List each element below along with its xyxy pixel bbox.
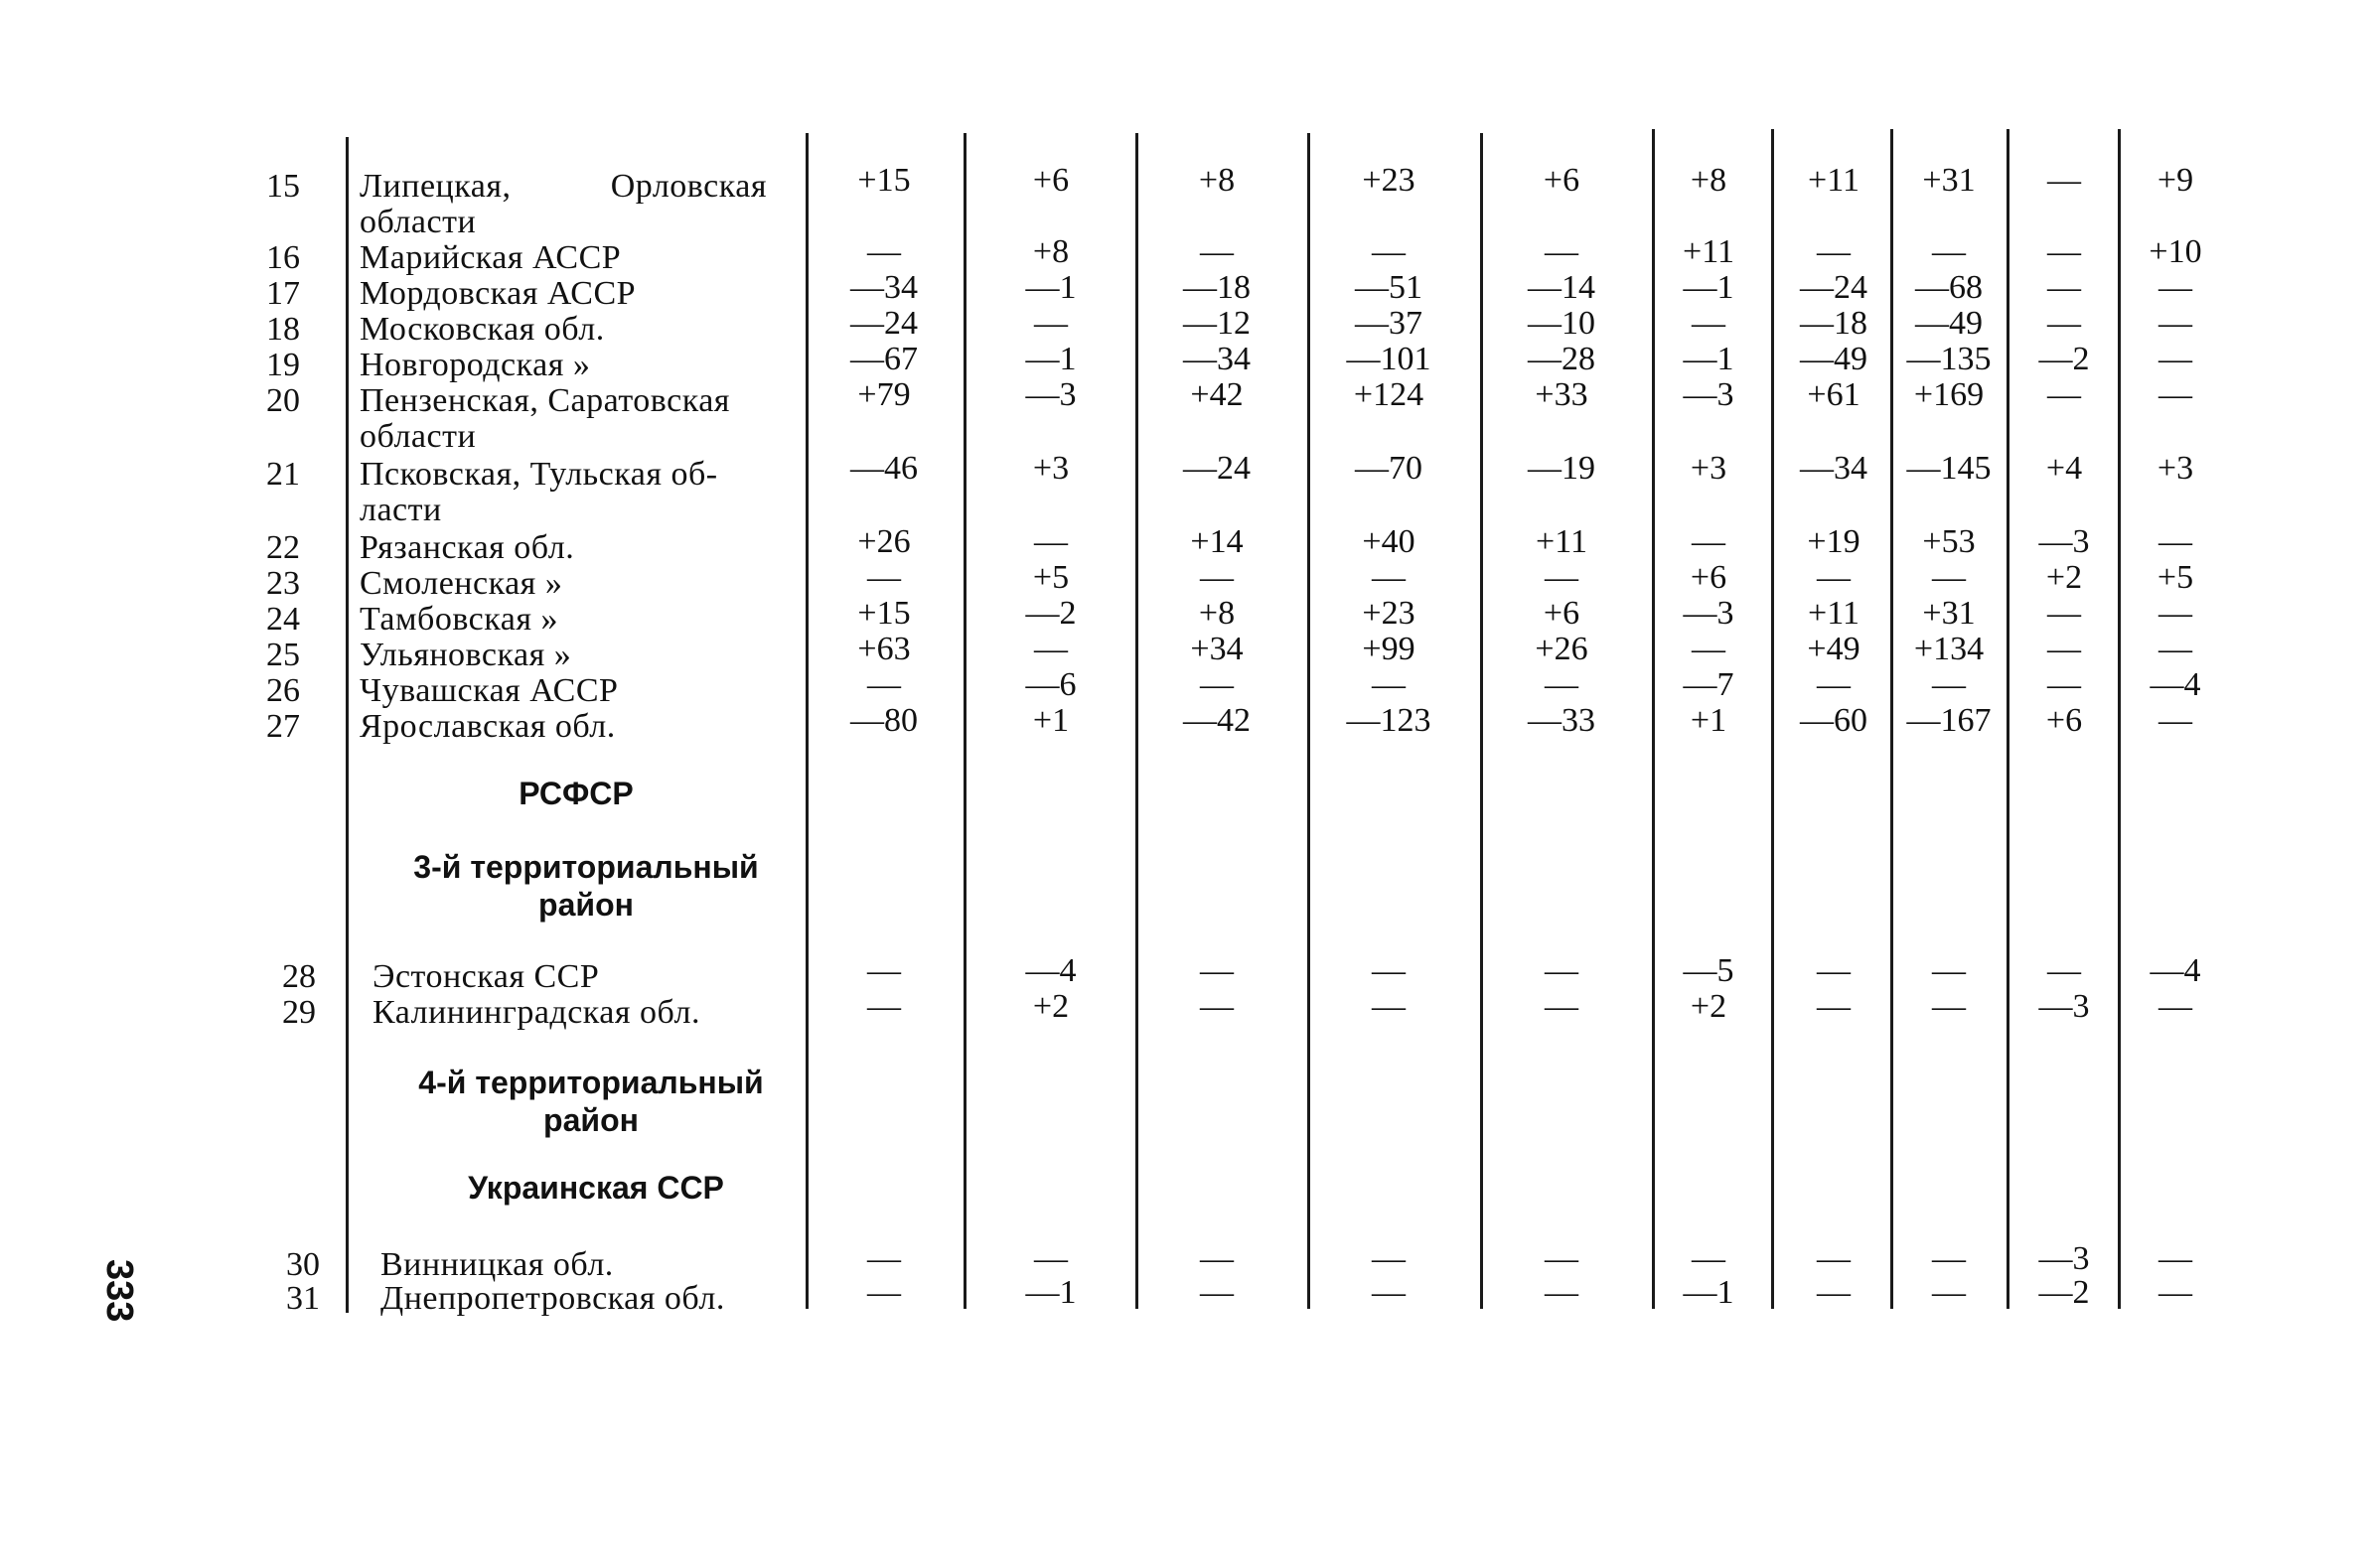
- column-rule: [806, 133, 809, 1309]
- row-number: 30: [286, 1246, 320, 1283]
- value-cell: —: [2158, 1274, 2192, 1311]
- value-cell: —: [2047, 631, 2081, 667]
- value-cell: —: [867, 559, 901, 596]
- value-cell: —: [1545, 988, 1578, 1025]
- value-cell: —: [2047, 666, 2081, 703]
- value-cell: —: [1692, 631, 1725, 667]
- value-cell: —: [1817, 559, 1851, 596]
- value-cell: —34: [1800, 450, 1867, 487]
- value-cell: —: [1692, 1240, 1725, 1277]
- value-cell: +6: [1543, 162, 1580, 199]
- value-cell: —135: [1906, 341, 1992, 377]
- value-cell: —18: [1800, 305, 1867, 342]
- value-cell: —24: [850, 305, 918, 342]
- column-rule: [1480, 133, 1483, 1309]
- value-cell: —: [1200, 559, 1234, 596]
- region-name: Эстонская ССР: [372, 958, 600, 995]
- value-cell: —19: [1528, 450, 1595, 487]
- value-cell: +3: [2157, 450, 2194, 487]
- value-cell: —: [2158, 595, 2192, 632]
- value-cell: —: [1200, 233, 1234, 270]
- value-cell: +6: [1543, 595, 1580, 632]
- value-cell: —14: [1528, 269, 1595, 306]
- value-cell: +61: [1807, 376, 1860, 413]
- value-cell: +11: [1808, 595, 1859, 632]
- value-cell: —: [1372, 1240, 1406, 1277]
- region-name: Калининградская обл.: [372, 994, 700, 1031]
- value-cell: —: [1817, 1240, 1851, 1277]
- value-cell: —: [2158, 341, 2192, 377]
- region-name: Марийская АССР: [360, 239, 622, 276]
- value-cell: —2: [2038, 341, 2090, 377]
- value-cell: —: [867, 988, 901, 1025]
- region-name: Пензенская, Саратовская: [360, 382, 730, 419]
- value-cell: —: [2158, 269, 2192, 306]
- value-cell: —: [2047, 376, 2081, 413]
- value-cell: +11: [1536, 523, 1587, 560]
- value-cell: —: [867, 1274, 901, 1311]
- value-cell: —: [867, 666, 901, 703]
- value-cell: —: [1372, 1274, 1406, 1311]
- region-name: Винницкая обл.: [380, 1246, 614, 1283]
- value-cell: —5: [1683, 952, 1734, 989]
- value-cell: —4: [1025, 952, 1077, 989]
- value-cell: —: [2047, 305, 2081, 342]
- row-number: 23: [266, 565, 300, 602]
- value-cell: —1: [1683, 269, 1734, 306]
- value-cell: +49: [1807, 631, 1860, 667]
- value-cell: —: [2158, 523, 2192, 560]
- region-name: Рязанская обл.: [360, 529, 575, 566]
- value-cell: —: [1545, 233, 1578, 270]
- region-name: Тамбовская »: [360, 601, 559, 638]
- value-cell: —: [867, 233, 901, 270]
- value-cell: —: [1200, 666, 1234, 703]
- value-cell: —: [1692, 305, 1725, 342]
- value-cell: —: [1372, 559, 1406, 596]
- value-cell: —: [1545, 1240, 1578, 1277]
- value-cell: —: [1692, 523, 1725, 560]
- value-cell: +63: [857, 631, 911, 667]
- value-cell: —: [2158, 305, 2192, 342]
- value-cell: —: [1372, 233, 1406, 270]
- region-name: Чувашская АССР: [360, 672, 619, 709]
- value-cell: —: [1034, 1240, 1068, 1277]
- value-cell: —70: [1355, 450, 1422, 487]
- value-cell: —3: [2038, 523, 2090, 560]
- value-cell: —: [1932, 1274, 1966, 1311]
- value-cell: —: [867, 1240, 901, 1277]
- column-rule: [964, 133, 967, 1309]
- value-cell: +11: [1808, 162, 1859, 199]
- region-name: Липецкая, Орловская: [360, 168, 767, 205]
- row-number: 22: [266, 529, 300, 566]
- row-number: 28: [282, 958, 316, 995]
- value-cell: +26: [857, 523, 911, 560]
- value-cell: —68: [1915, 269, 1983, 306]
- value-cell: +1: [1032, 702, 1070, 739]
- value-cell: —: [1200, 952, 1234, 989]
- value-cell: +9: [2157, 162, 2194, 199]
- value-cell: —167: [1906, 702, 1992, 739]
- value-cell: +19: [1807, 523, 1860, 560]
- value-cell: —: [1932, 233, 1966, 270]
- value-cell: —123: [1346, 702, 1431, 739]
- value-cell: +8: [1690, 162, 1727, 199]
- value-cell: —34: [1183, 341, 1251, 377]
- row-number: 21: [266, 456, 300, 493]
- row-number: 26: [266, 672, 300, 709]
- value-cell: —: [1817, 952, 1851, 989]
- row-number: 20: [266, 382, 300, 419]
- value-cell: +8: [1198, 162, 1236, 199]
- value-cell: —: [1932, 666, 1966, 703]
- row-number: 16: [266, 239, 300, 276]
- value-cell: —3: [1683, 376, 1734, 413]
- value-cell: +99: [1362, 631, 1415, 667]
- region-name: Ульяновская »: [360, 637, 572, 673]
- value-cell: —: [1817, 988, 1851, 1025]
- value-cell: —: [1932, 1240, 1966, 1277]
- value-cell: +6: [1690, 559, 1727, 596]
- value-cell: —3: [2038, 988, 2090, 1025]
- column-rule: [1135, 133, 1138, 1309]
- value-cell: —: [2047, 269, 2081, 306]
- region-name: Смоленская »: [360, 565, 563, 602]
- value-cell: —24: [1800, 269, 1867, 306]
- value-cell: +14: [1190, 523, 1244, 560]
- value-cell: —7: [1683, 666, 1734, 703]
- value-cell: —: [2047, 162, 2081, 199]
- region-name: Днепропетровская обл.: [380, 1280, 725, 1317]
- value-cell: +2: [1690, 988, 1727, 1025]
- value-cell: —28: [1528, 341, 1595, 377]
- value-cell: —: [2158, 702, 2192, 739]
- value-cell: —: [1034, 523, 1068, 560]
- value-cell: +134: [1913, 631, 1985, 667]
- value-cell: —: [1200, 988, 1234, 1025]
- column-rule: [1307, 133, 1310, 1309]
- value-cell: +6: [2045, 702, 2083, 739]
- value-cell: —3: [2038, 1240, 2090, 1277]
- value-cell: —2: [2038, 1274, 2090, 1311]
- value-cell: +10: [2149, 233, 2202, 270]
- column-rule: [346, 137, 349, 1313]
- value-cell: +2: [2045, 559, 2083, 596]
- value-cell: —67: [850, 341, 918, 377]
- value-cell: +124: [1353, 376, 1424, 413]
- value-cell: —4: [2150, 952, 2201, 989]
- value-cell: —10: [1528, 305, 1595, 342]
- value-cell: +3: [1690, 450, 1727, 487]
- value-cell: +31: [1922, 162, 1976, 199]
- value-cell: —: [1545, 666, 1578, 703]
- value-cell: —: [2158, 988, 2192, 1025]
- value-cell: —1: [1683, 1274, 1734, 1311]
- row-number: 24: [266, 601, 300, 638]
- value-cell: —: [1817, 666, 1851, 703]
- value-cell: +2: [1032, 988, 1070, 1025]
- row-number: 25: [266, 637, 300, 673]
- value-cell: —: [1545, 559, 1578, 596]
- value-cell: —: [1372, 666, 1406, 703]
- section-title-rsfsr: РСФСР: [519, 776, 634, 811]
- value-cell: —6: [1025, 666, 1077, 703]
- value-cell: +15: [857, 595, 911, 632]
- value-cell: —: [2158, 1240, 2192, 1277]
- value-cell: —: [1372, 988, 1406, 1025]
- section-subtitle-district-4: 4-й территориальный район: [418, 1065, 764, 1138]
- value-cell: —101: [1346, 341, 1431, 377]
- value-cell: +34: [1190, 631, 1244, 667]
- value-cell: —: [1817, 1274, 1851, 1311]
- value-cell: +26: [1535, 631, 1588, 667]
- value-cell: —145: [1906, 450, 1992, 487]
- region-name-continuation: области: [360, 418, 477, 455]
- value-cell: +3: [1032, 450, 1070, 487]
- value-cell: —: [1545, 1274, 1578, 1311]
- value-cell: —1: [1025, 1274, 1077, 1311]
- region-name-continuation: области: [360, 204, 477, 240]
- value-cell: —1: [1683, 341, 1734, 377]
- value-cell: —: [1200, 1274, 1234, 1311]
- value-cell: —49: [1915, 305, 1983, 342]
- row-number: 27: [266, 708, 300, 745]
- value-cell: —: [2158, 631, 2192, 667]
- section-subtitle-district-3: 3-й территориальный район: [413, 849, 759, 923]
- value-cell: —: [1034, 305, 1068, 342]
- value-cell: —: [2047, 952, 2081, 989]
- value-cell: —: [1034, 631, 1068, 667]
- value-cell: +1: [1690, 702, 1727, 739]
- value-cell: —3: [1683, 595, 1734, 632]
- value-cell: +79: [857, 376, 911, 413]
- value-cell: +4: [2045, 450, 2083, 487]
- value-cell: —34: [850, 269, 918, 306]
- value-cell: —1: [1025, 341, 1077, 377]
- row-number: 18: [266, 311, 300, 348]
- value-cell: —37: [1355, 305, 1422, 342]
- value-cell: —: [2047, 233, 2081, 270]
- value-cell: —: [2158, 376, 2192, 413]
- value-cell: +42: [1190, 376, 1244, 413]
- value-cell: +8: [1198, 595, 1236, 632]
- page-number: 333: [98, 1259, 140, 1323]
- value-cell: —: [1932, 559, 1966, 596]
- value-cell: —: [1372, 952, 1406, 989]
- value-cell: +33: [1535, 376, 1588, 413]
- value-cell: —12: [1183, 305, 1251, 342]
- value-cell: —18: [1183, 269, 1251, 306]
- row-number: 19: [266, 347, 300, 383]
- region-name: Псковская, Тульская об-: [360, 456, 718, 493]
- value-cell: +23: [1362, 162, 1415, 199]
- value-cell: —60: [1800, 702, 1867, 739]
- value-cell: +169: [1913, 376, 1985, 413]
- region-name: Ярославская обл.: [360, 708, 616, 745]
- value-cell: —80: [850, 702, 918, 739]
- row-number: 29: [282, 994, 316, 1031]
- value-cell: —: [2047, 595, 2081, 632]
- row-number: 31: [286, 1280, 320, 1317]
- value-cell: —: [1817, 233, 1851, 270]
- value-cell: —49: [1800, 341, 1867, 377]
- value-cell: +40: [1362, 523, 1415, 560]
- value-cell: —2: [1025, 595, 1077, 632]
- value-cell: +15: [857, 162, 911, 199]
- region-name-continuation: ласти: [360, 492, 442, 528]
- value-cell: —4: [2150, 666, 2201, 703]
- value-cell: —51: [1355, 269, 1422, 306]
- value-cell: +5: [1032, 559, 1070, 596]
- value-cell: —: [1200, 1240, 1234, 1277]
- value-cell: —46: [850, 450, 918, 487]
- value-cell: —: [1932, 988, 1966, 1025]
- value-cell: —42: [1183, 702, 1251, 739]
- value-cell: —: [867, 952, 901, 989]
- region-name: Новгородская »: [360, 347, 591, 383]
- value-cell: +53: [1922, 523, 1976, 560]
- value-cell: +6: [1032, 162, 1070, 199]
- value-cell: —1: [1025, 269, 1077, 306]
- value-cell: +8: [1032, 233, 1070, 270]
- row-number: 15: [266, 168, 300, 205]
- section-title-ukrainian-ssr: Украинская ССР: [468, 1170, 724, 1206]
- value-cell: +31: [1922, 595, 1976, 632]
- value-cell: —: [1932, 952, 1966, 989]
- value-cell: —3: [1025, 376, 1077, 413]
- value-cell: +11: [1683, 233, 1734, 270]
- row-number: 17: [266, 275, 300, 312]
- value-cell: +23: [1362, 595, 1415, 632]
- value-cell: —24: [1183, 450, 1251, 487]
- value-cell: +5: [2157, 559, 2194, 596]
- region-name: Московская обл.: [360, 311, 605, 348]
- value-cell: —33: [1528, 702, 1595, 739]
- value-cell: —: [1545, 952, 1578, 989]
- region-name: Мордовская АССР: [360, 275, 637, 312]
